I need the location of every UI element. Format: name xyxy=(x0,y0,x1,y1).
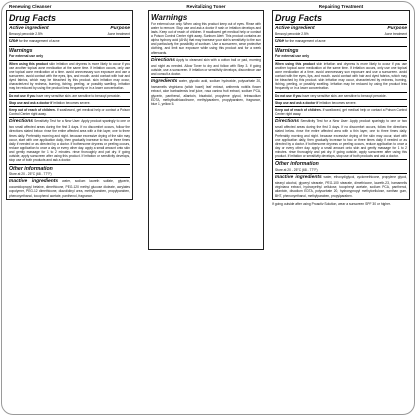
active-ingredient-heading: Active ingredient xyxy=(275,25,315,31)
purpose-heading: Purpose xyxy=(387,25,407,31)
do-not-use-section: Do not use if you have very sensitive skin. are sensitive to benzoyl peroxide. xyxy=(275,93,387,98)
drug-facts-panel-treatment xyxy=(272,10,410,200)
divider xyxy=(9,92,130,93)
product-name-renewing-cleanser: Renewing Cleanser xyxy=(9,4,52,9)
active-ingredient-row xyxy=(275,32,407,36)
use-section: Use for the management of acne xyxy=(9,38,60,44)
other-information-heading: Other information xyxy=(9,165,53,172)
column-renewing-cleanser xyxy=(6,2,133,415)
stop-use-section: Stop use and ask a doctor if irritation becomes severe. xyxy=(9,100,91,105)
active-ingredient-value: Benzoyl peroxide 2.5% xyxy=(9,31,43,36)
other-information-heading: Other information xyxy=(275,161,319,168)
other-information-text: Store at 20 - 25°C (68 - 77°F) xyxy=(9,172,52,177)
active-ingredient-heading: Active ingredient xyxy=(9,25,49,31)
divider xyxy=(9,99,130,100)
keep-out-section: Keep out of reach of children. If swallowed, get medical help or contact a Poison Control Center right away. xyxy=(275,107,408,117)
warnings-heading: Warnings xyxy=(9,47,33,54)
divider xyxy=(275,173,407,174)
sunscreen-footer-note: If going outside after using Proactiv Solution, wear a sunscreen SPF 30 or higher. xyxy=(272,202,391,207)
do-not-use-section: Do not use if you have very sensitive skin. are sensitive to benzoyl peroxide. xyxy=(9,93,121,98)
divider xyxy=(275,92,407,93)
purpose-heading: Purpose xyxy=(110,25,130,31)
directions-section: Directions Sensitivity Test for a New User: Apply product sparingly to one or two small affected areas during the first 3 days. If no discomfort occurs, follow the directions stated below. rinse the entire affected area with a thin layer, one to three times daily. Preferably morning and night. because excessive drying of the skin may occur, start with one application daily, then gradually increase to two or three times daily if needed or as directed by a doctor. if bothersome dryness or peeling occurs, reduce application to once a day or every other day. apply a small amount onto skin and gently massage for 1 to 2 minutes. rinse thoroughly and pat dry. if going outside, apply sunscreen after using this product. If irritation or sensitivity develops, stop use of both products and ask a doctor. xyxy=(275,119,407,159)
divider xyxy=(151,56,261,57)
use-section: Use for the management of acne xyxy=(275,38,326,44)
drug-facts-title: Drug Facts xyxy=(275,13,407,25)
stop-use-section: Stop use and ask a doctor if irritation becomes severe. xyxy=(275,100,357,105)
divider xyxy=(9,106,130,107)
keep-out-section: Keep out of reach of children. If swallowed, get medical help or contact a Poison Control Center right away. xyxy=(9,107,131,117)
divider xyxy=(9,46,130,47)
toner-ingredients-section: Ingredients water, glycolic acid, sodium hydroxide, polysorbate 20, hamamelis virginiana (witch hazel) leaf extract, anthemis nobilis flower extract, aloe barbadensis leaf juice, rosa canina fruit extract, sodium PCA, glycerin, panthenol, allantoin, bisabolol, propylene glycol, tetrasodium EDTA, methylisothiazolinone, methylparaben, propylparaben, fragrance, blue 1, yellow 5. xyxy=(151,79,262,106)
drug-facts-panel-cleanser xyxy=(6,10,133,200)
toner-directions-section: Directions Apply to cleansed skin with a cotton ball or pad, morning and night as needed. Allow Toner to dry and follow with Step 3. If going outside, use a sunscreen. If irritation or sensitivity develops, discontinue use and consult a doctor. xyxy=(151,57,261,77)
directions-section: Directions Sensitivity Test for a New User: Apply product sparingly to one or two small affected areas during the first 3 days. If no discomfort occurs, follow the directions stated below. rinse the entire affected area with a thin layer, one to three times daily. Preferably morning and night. because excessive drying of the skin may occur, start with one application daily, then gradually increase to two or three times daily if needed or as directed by a doctor. if bothersome dryness or peeling occurs, reduce application to once a day or every other day. apply a small amount onto skin and gently massage for 1 to 2 minutes. rinse thoroughly and pat dry. if going outside, apply sunscreen after using this product. If irritation or sensitivity develops, stop use of both products and ask a doctor. xyxy=(9,119,130,163)
inactive-ingredients-section: Inactive ingredients water, sodium laureth sulfate, glycerin, cocamidopropyl betaine, dimethicone, PEG-120 methyl glucose dioleate, acrylates copolymer, PEG-12 dimethicone, diazolidinyl urea, methylparaben, propylparaben, phenoxyethanol, tocopherol acetate, panthenol, fragrance. xyxy=(9,179,131,198)
inactive-ingredients-section: Inactive ingredients water, ethoxydiglycol, cyclomethicone, propylene glycol, stearyl alcohol, glyceryl stearate, PEG-100 stearate, dimethicone, laureth-23, hamamelis virginiana extract, hydroxyethyl cellulose, tocopheryl acetate, sodium PCA, panthenol, allantoin, disodium EDTA, polysorbate 20, hydroxypropyl methylcellulose, xanthan gum, BHT, phenoxyethanol, methylparaben, propylparaben. xyxy=(275,175,408,198)
external-use-note: For external use only xyxy=(9,54,44,59)
divider xyxy=(275,37,407,38)
column-revitalizing-toner xyxy=(148,2,264,415)
product-sheet xyxy=(1,1,415,415)
divider xyxy=(275,106,407,107)
divider xyxy=(9,164,130,165)
active-ingredient-value: Benzoyl peroxide 2.5% xyxy=(275,31,309,36)
warnings-panel-toner xyxy=(148,10,264,250)
column-repairing-treatment xyxy=(272,2,410,415)
divider xyxy=(9,37,130,38)
divider xyxy=(275,60,407,61)
drug-facts-title: Drug Facts xyxy=(9,13,130,25)
warnings-heading: Warnings xyxy=(275,47,299,54)
divider xyxy=(275,46,407,47)
toner-warnings-text: For external use only. When using this product keep out of eyes. Rinse with water to remove. Stop use and ask a doctor if rash or irritation develops and lasts. Keep out of reach of children. If swallowed get medical help or contact a Poison Control Center right away. Sunburn Alert: This product contains an alpha hydroxy acid (AHA) that may increase your skin's sensitivity to the sun and particularly the possibility of sunburn. Use a sunscreen, wear protective clothing, and limit sun exposure while using this product and for a week afterwards. xyxy=(151,21,261,55)
active-ingredient-row xyxy=(9,32,130,36)
external-use-note: For external use only xyxy=(275,54,310,59)
product-name-repairing-treatment: Repairing Treatment xyxy=(318,4,364,9)
divider xyxy=(275,99,407,100)
divider xyxy=(275,159,407,160)
purpose-value: Acne treatment xyxy=(107,31,130,36)
when-using-section: When using this product skin irritation and dryness is more likely to occur if you use another topical acne medication at the same time. If irritation occurs, only use one topical acne medication at a time. avoid unnecessary sun exposure and use a sunscreen. avoid contact with the eyes, lips, and mouth. avoid contact with hair and dyed fabrics, which may be bleached by this product. skin irritation may occur, characterized by redness, burning, itching, peeling, or possibly swelling. Irritation may be reduced by using the product less frequently or in a lower concentration. xyxy=(9,61,130,91)
product-name-revitalizing-toner: Revitalizing Toner xyxy=(186,4,226,9)
other-information-text: Store at 20 - 25°C (68 - 77°F) xyxy=(275,167,318,172)
purpose-value: Acne treatment xyxy=(384,31,407,36)
warnings-heading: Warnings xyxy=(151,12,188,22)
divider xyxy=(9,60,130,61)
when-using-section: When using this product skin irritation and dryness is more likely to occur if you use another topical acne medication at the same time. If irritation occurs, only use one topical acne medication at a time. avoid unnecessary sun exposure and use a sunscreen. avoid contact with the eyes, lips, and mouth. avoid contact with hair and dyed fabrics, which may be bleached by this product. skin irritation may occur, characterized by redness, burning, itching, peeling, or possibly swelling. Irritation may be reduced by using the product less frequently or in a lower concentration. xyxy=(275,61,407,91)
